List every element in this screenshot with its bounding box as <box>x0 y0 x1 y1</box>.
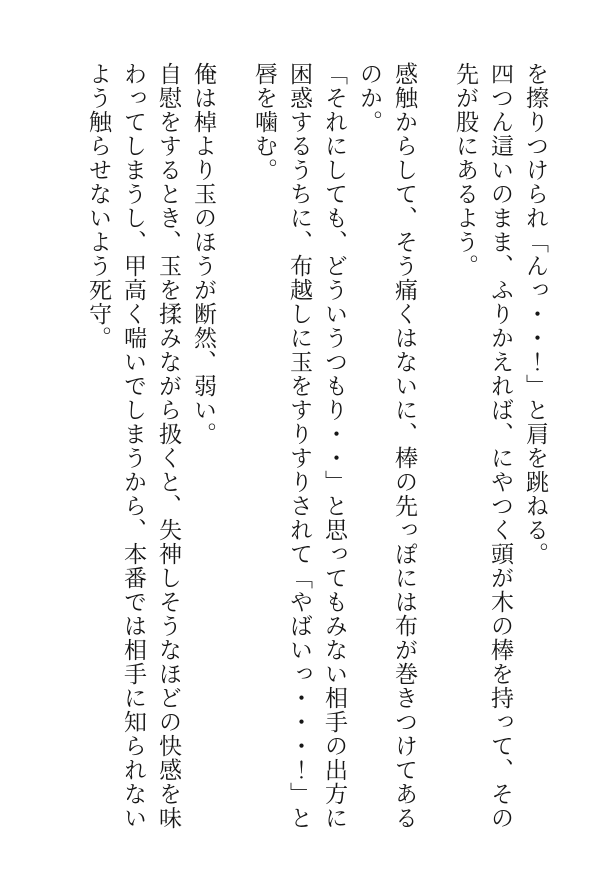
paragraph: を擦りつけられ「んっ・・！」と肩を跳ねる。 <box>522 62 548 566</box>
paragraph: 「それにしても、どういうつもり・・」と思ってもみない相手の出方に困惑するうちに、布越しに玉をすりすりされて「やばいっ・・・！」と唇を噛む。 <box>251 62 347 830</box>
paragraph: 感触からして、そう痛くはないに、棒の先っぽには布が巻きつけてあるのか。 <box>356 62 417 830</box>
paragraph: 俺は棹より玉のほうが断然、弱い。 <box>190 62 216 446</box>
paragraph-block-1 <box>447 62 552 830</box>
paragraph: 自慰をするとき、玉を揉みながら扱くと、失神しそうなほどの快感を味わってしまうし、甲高く喘いでしまうから、本番では相手に知られないよう触らせないよう死守。 <box>85 62 181 830</box>
paragraph: 四つん這いのまま、ふりかえれば、にやつく頭が木の棒を持って、その先が股にあるよう。 <box>452 62 513 830</box>
paragraph-block-3 <box>80 62 220 830</box>
paragraph-block-2 <box>246 62 421 830</box>
